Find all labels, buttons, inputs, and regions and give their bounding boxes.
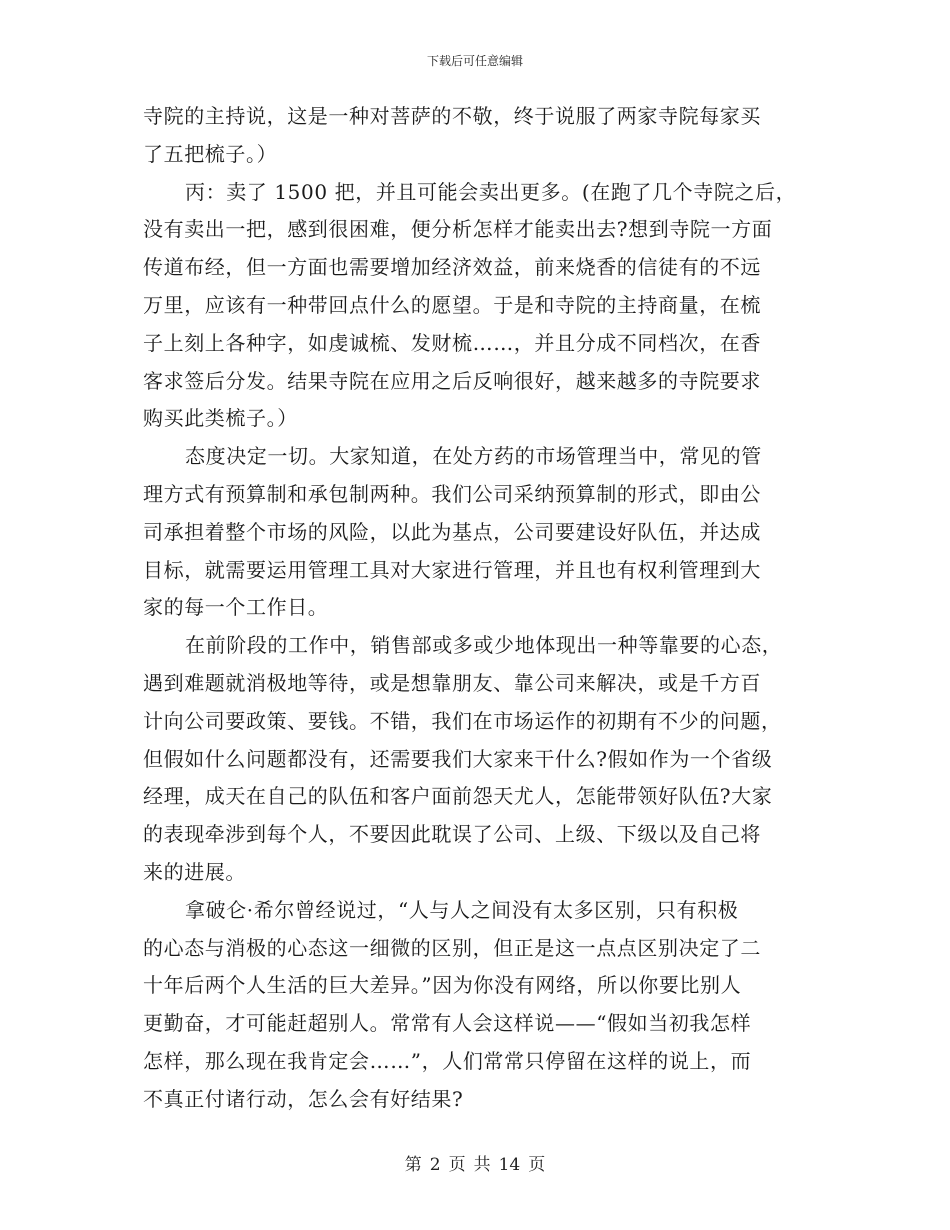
page-label-suffix: 页 (528, 1155, 546, 1175)
text-line: 的心态与消极的心态这一细微的区别，但正是这一点点区别决定了二 (143, 935, 761, 960)
text-line: 十年后两个人生活的巨大差异。”因为你没有网络，所以你要比别人 (143, 973, 742, 998)
text-line: 计向公司要政策、要钱。不错，我们在市场运作的初期有不少的问题， (143, 708, 782, 733)
text-line: 了五把梳子。） (143, 141, 278, 166)
paragraph-start: 丙：卖了 1500 把，并且可能会卖出更多。(在跑了几个寺院之后， (185, 179, 797, 204)
text-line: 司承担着整个市场的风险，以此为基点，公司要建设好队伍，并达成 (143, 519, 761, 544)
text-line: 购买此类梳子。） (143, 406, 298, 431)
text-line: 子上刻上各种字，如虔诚梳、发财梳……，并且分成不同档次，在香 (143, 330, 761, 355)
page-header: 下载后可任意编辑 (426, 54, 523, 68)
text-line: 怎样，那么现在我肯定会……”，人们常常只停留在这样的说上，而 (143, 1048, 752, 1073)
text-line: 遇到难题就消极地等待，或是想靠朋友、靠公司来解决，或是千方百 (143, 670, 761, 695)
text-line: 的表现牵涉到每个人，不要因此耽误了公司、上级、下级以及自己将 (143, 822, 761, 847)
text-line: 经理，成天在自己的队伍和客户面前怨天尤人，怎能带领好队伍?大家 (143, 784, 773, 809)
text-line: 不真正付诸行动，怎么会有好结果? (143, 1086, 464, 1111)
text-line: 家的每一个工作日。 (143, 595, 329, 620)
page-label-mid: 页 (448, 1155, 466, 1175)
text-line: 但假如什么问题都没有，还需要我们大家来干什么?假如作为一个省级 (143, 746, 773, 771)
page-footer (0, 1154, 950, 1176)
paragraph-start: 拿破仑·希尔曾经说过，“人与人之间没有太多区别，只有积极 (185, 897, 739, 922)
text-line: 寺院的主持说，这是一种对菩萨的不敬，终于说服了两家寺院每家买 (143, 104, 761, 128)
total-pages: 14 (498, 1155, 521, 1175)
text-line: 来的进展。 (143, 859, 246, 884)
page-label-prefix: 第 (404, 1155, 422, 1175)
text-line: 传道布经，但一方面也需要增加经济效益，前来烧香的信徒有的不远 (143, 255, 761, 280)
text-line: 更勤奋，才可能赶超别人。常常有人会这样说——“假如当初我怎样 (143, 1011, 752, 1036)
total-label: 共 (473, 1155, 491, 1175)
text-line: 目标，就需要运用管理工具对大家进行管理，并且也有权利管理到大 (143, 557, 761, 582)
page-number: 2 (429, 1155, 441, 1175)
text-line: 理方式有预算制和承包制两种。我们公司采纳预算制的形式，即由公 (143, 481, 761, 506)
text-line: 没有卖出一把，感到很困难，便分析怎样才能卖出去?想到寺院一方面 (143, 217, 773, 242)
paragraph-start: 态度决定一切。大家知道，在处方药的市场管理当中，常见的管 (185, 444, 762, 469)
document-body (143, 98, 807, 1119)
text-line: 客求签后分发。结果寺院在应用之后反响很好，越来越多的寺院要求 (143, 368, 761, 393)
text-line: 万里，应该有一种带回点什么的愿望。于是和寺院的主持商量，在梳 (143, 292, 761, 317)
paragraph-start: 在前阶段的工作中，销售部或多或少地体现出一种等靠要的心态， (185, 633, 783, 658)
